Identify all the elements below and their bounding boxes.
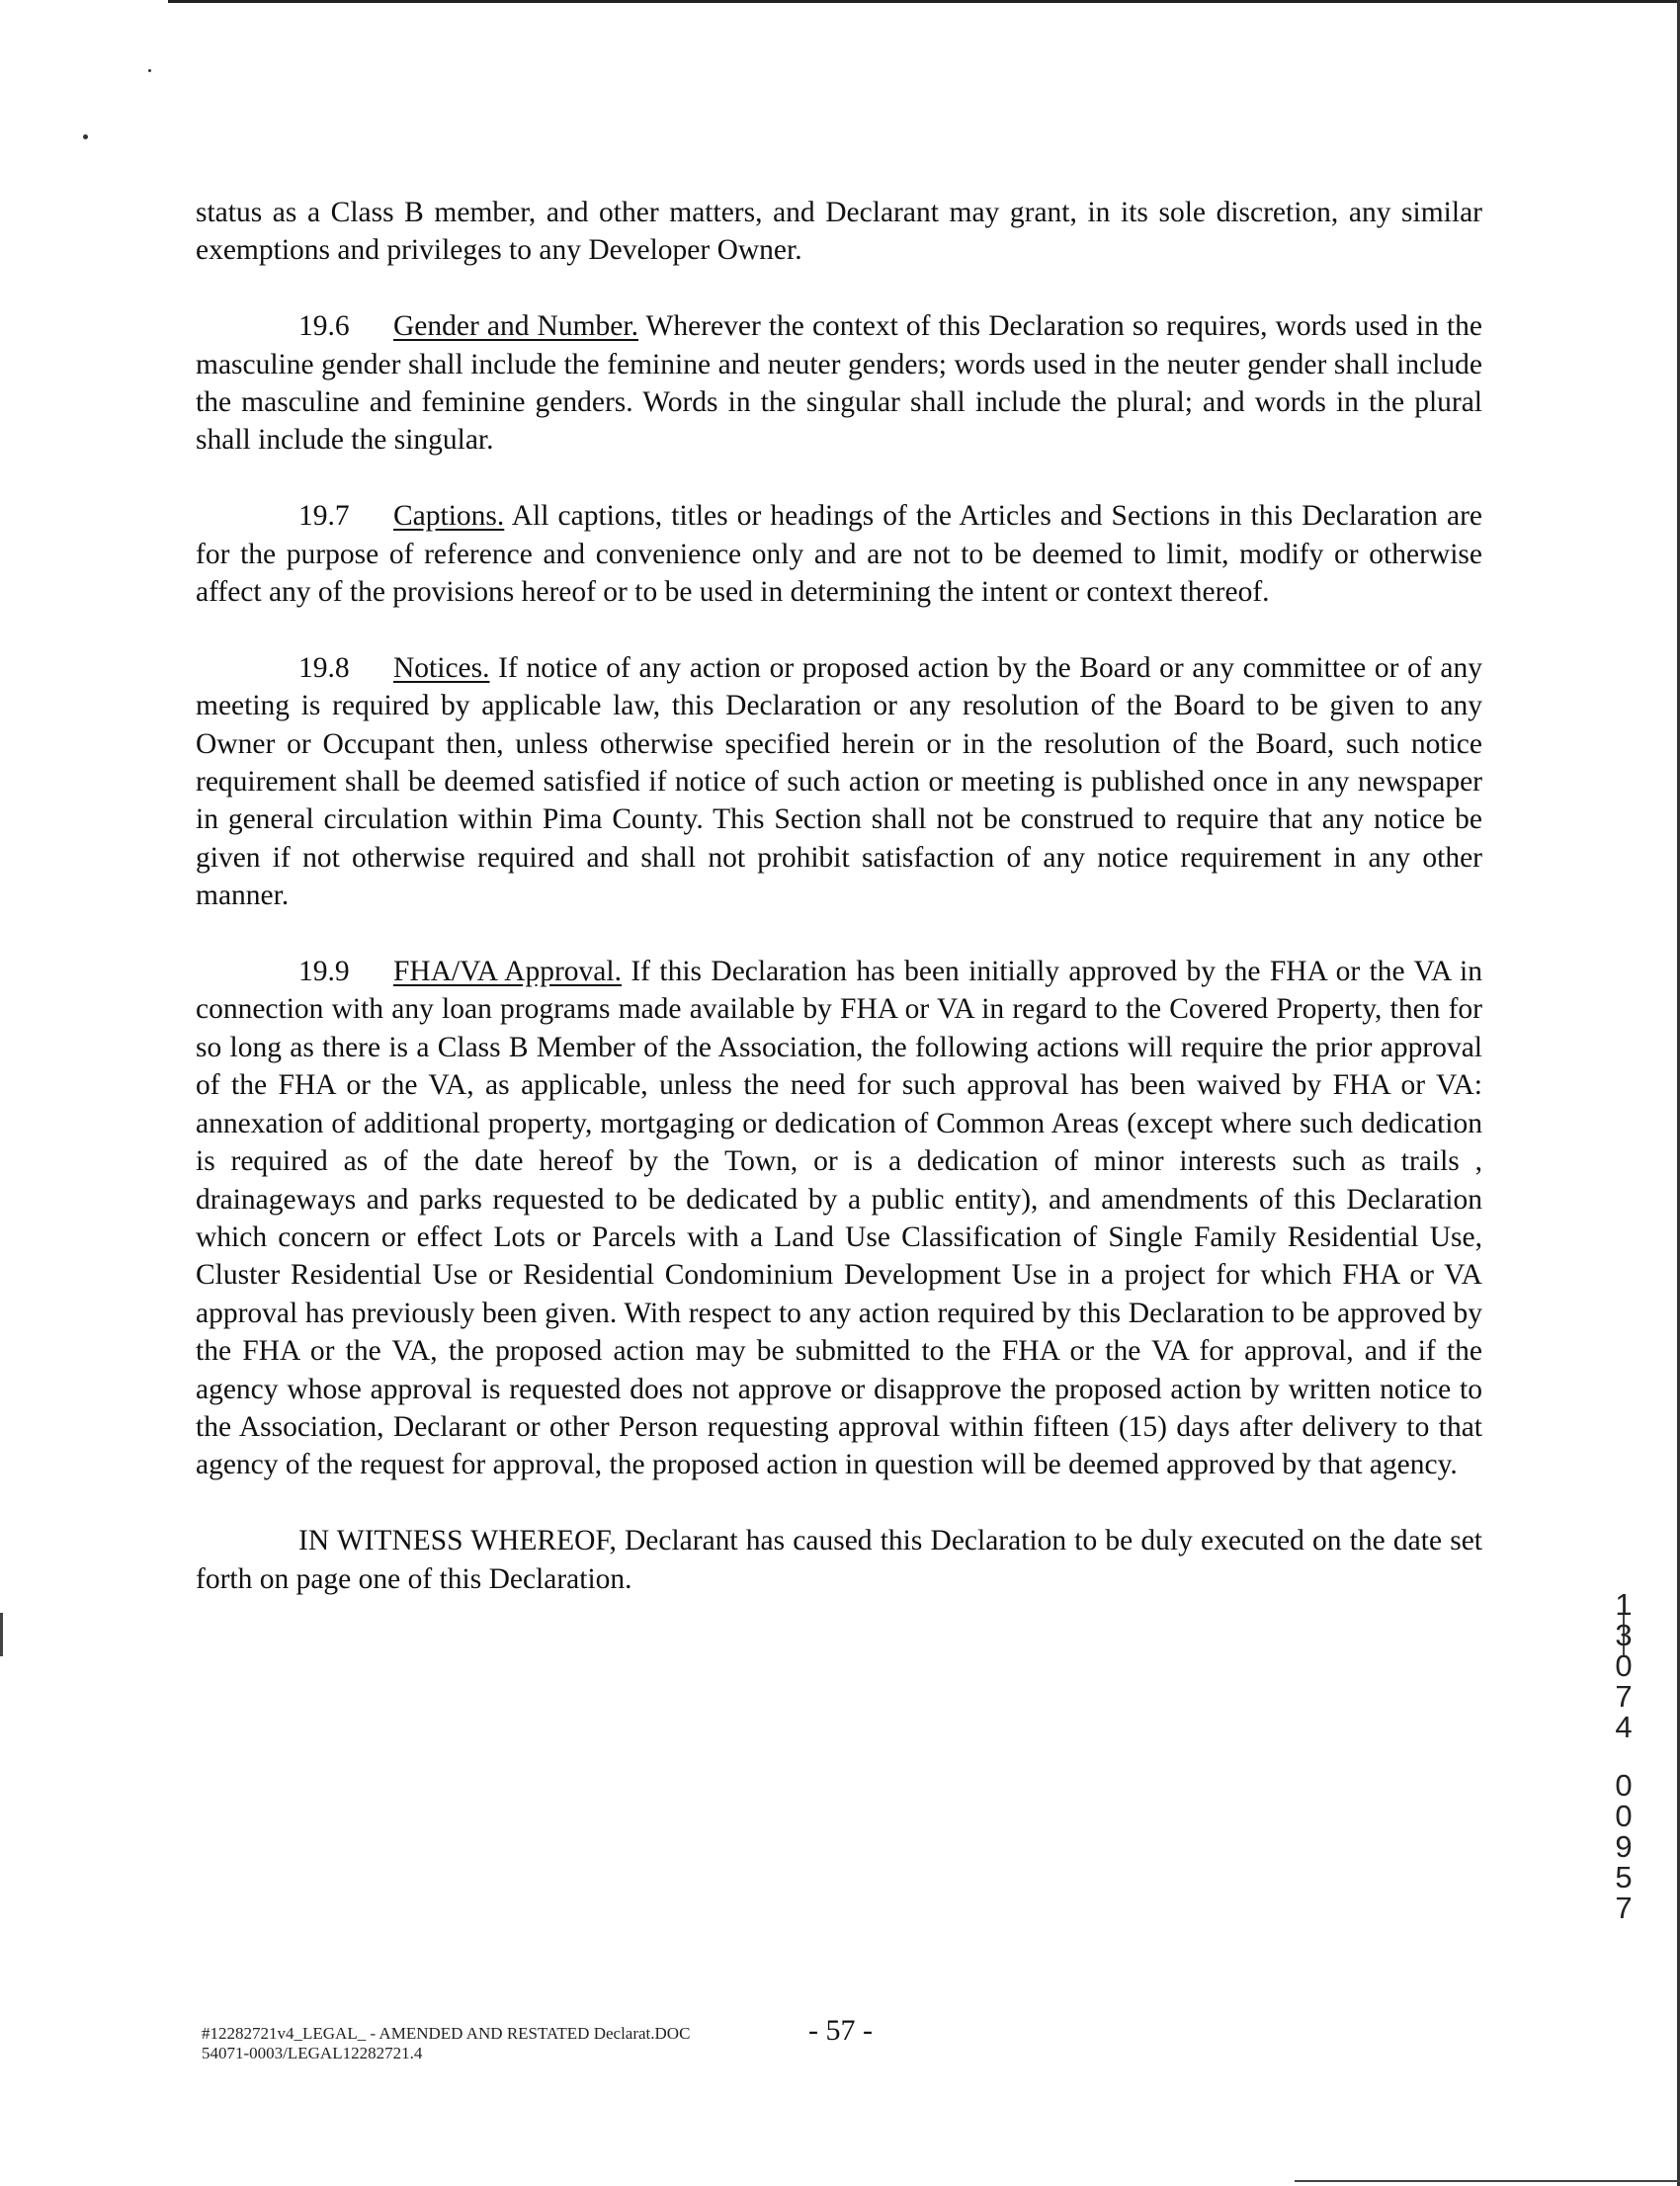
doc-ref-line-2: 54071-0003/LEGAL12282721.4 <box>202 2044 423 2062</box>
scan-speck <box>83 134 88 139</box>
section-19-6 <box>196 307 1482 460</box>
section-caption: FHA/VA Approval. <box>393 956 622 988</box>
section-19-7 <box>196 497 1482 611</box>
page-number: - 57 - <box>808 2014 873 2047</box>
stamp-digit: 9 <box>1615 1829 1633 1864</box>
document-reference <box>202 2024 690 2063</box>
section-caption: Captions. <box>393 500 505 533</box>
section-caption: Gender and Number. <box>393 310 638 343</box>
section-19-9 <box>196 953 1482 1484</box>
stamp-digit: 7 <box>1615 1679 1633 1714</box>
scan-border-top <box>168 0 1680 3</box>
stamp-gap <box>1601 1742 1646 1770</box>
scan-speck <box>148 69 151 72</box>
witness-paragraph: IN WITNESS WHEREOF, Declarant has caused this Declaration to be duly executed on the date set forth on page one of this Declaration. <box>196 1525 1482 1595</box>
section-number: 19.7 <box>298 500 350 533</box>
stamp-digit: 1 <box>1615 1587 1633 1622</box>
stamp-digit: 0 <box>1615 1648 1633 1683</box>
continuation-paragraph: status as a Class B member, and other matters, and Declarant may grant, in its sole discretion, any similar exemptions and privileges to any Developer Owner. <box>196 197 1482 267</box>
section-number: 19.6 <box>298 310 350 343</box>
doc-ref-line-1: #12282721v4_LEGAL_ - AMENDED AND RESTATED Declarat.DOC <box>202 2024 691 2043</box>
stamp-digit: 0 <box>1615 1768 1633 1803</box>
section-number: 19.9 <box>298 956 350 988</box>
stamp-digit: 0 <box>1615 1799 1633 1833</box>
stamp-digit: 3 <box>1615 1618 1633 1652</box>
section-text: If notice of any action or proposed action by the Board or any committee or of any meeting is required by applicable law, this Declaration or any resolution of the Board to be given to any Owner or Occupant then, unless otherwise specified herein or in the resolution of the Board, such notice requirement shall be deemed satisfied if notice of such action or meeting is published once in any newspaper in general circulation within Pima County. This Section shall not be construed to require that any notice be given if not otherwise required and shall not prohibit satisfaction of any notice requirement in any other manner. <box>196 651 1482 912</box>
section-text: All captions, titles or headings of the Articles and Sections in this Declaration are for the purpose of reference and convenience only and are not to be deemed to limit, modify or otherwise affect any of the provisions hereof or to be used in determining the intent or context thereof. <box>196 500 1482 609</box>
stamp-digit: 5 <box>1615 1860 1633 1894</box>
recording-number-stamp <box>1601 1589 1646 1923</box>
section-19-8 <box>196 649 1482 915</box>
section-caption: Notices. <box>393 651 490 684</box>
stamp-digit: 7 <box>1615 1891 1633 1925</box>
section-text: Wherever the context of this Declaration so requires, words used in the masculine gender shall include the feminine and neuter genders; words used in the neuter gender shall include the masculine and feminine genders. Words in the singular shall include the plural; and words in the plural shall include the singular. <box>196 310 1482 457</box>
stamp-digit: 4 <box>1615 1710 1633 1744</box>
document-body <box>196 194 1482 1636</box>
section-text: If this Declaration has been initially approved by the FHA or the VA in connection with any loan programs made available by FHA or VA in regard to the Covered Property, then for so long as there is a Class B Member of the Association, the following actions will require the prior approval of the FHA or the VA, as applicable, unless the need for such approval has been waived by FHA or VA: annexation of additional property, mortgaging or dedication of Common Areas (except where such dedication is required as of the date hereof by the Town, or is a dedication of minor interests such as trails , drainageways and parks requested to be dedicated by a public entity), and amendments of this Declaration which concern or effect Lots or Parcels with a Land Use Classification of Single Family Residential Use, Cluster Residential Use or Residential Condominium Development Use in a project for which FHA or VA approval has previously been given. With respect to any action required by this Declaration to be approved by the FHA or the VA, the proposed action may be submitted to the FHA or the VA for approval, and if the agency whose approval is requested does not approve or disapprove the proposed action by written notice to the Association, Declarant or other Person requesting approval within fifteen (15) days after delivery to that agency of the request for approval, the proposed action in question will be deemed approved by that agency. <box>196 956 1482 1481</box>
margin-mark-left <box>0 1613 3 1656</box>
scan-border-bottom <box>1295 2180 1680 2182</box>
section-number: 19.8 <box>298 651 350 684</box>
